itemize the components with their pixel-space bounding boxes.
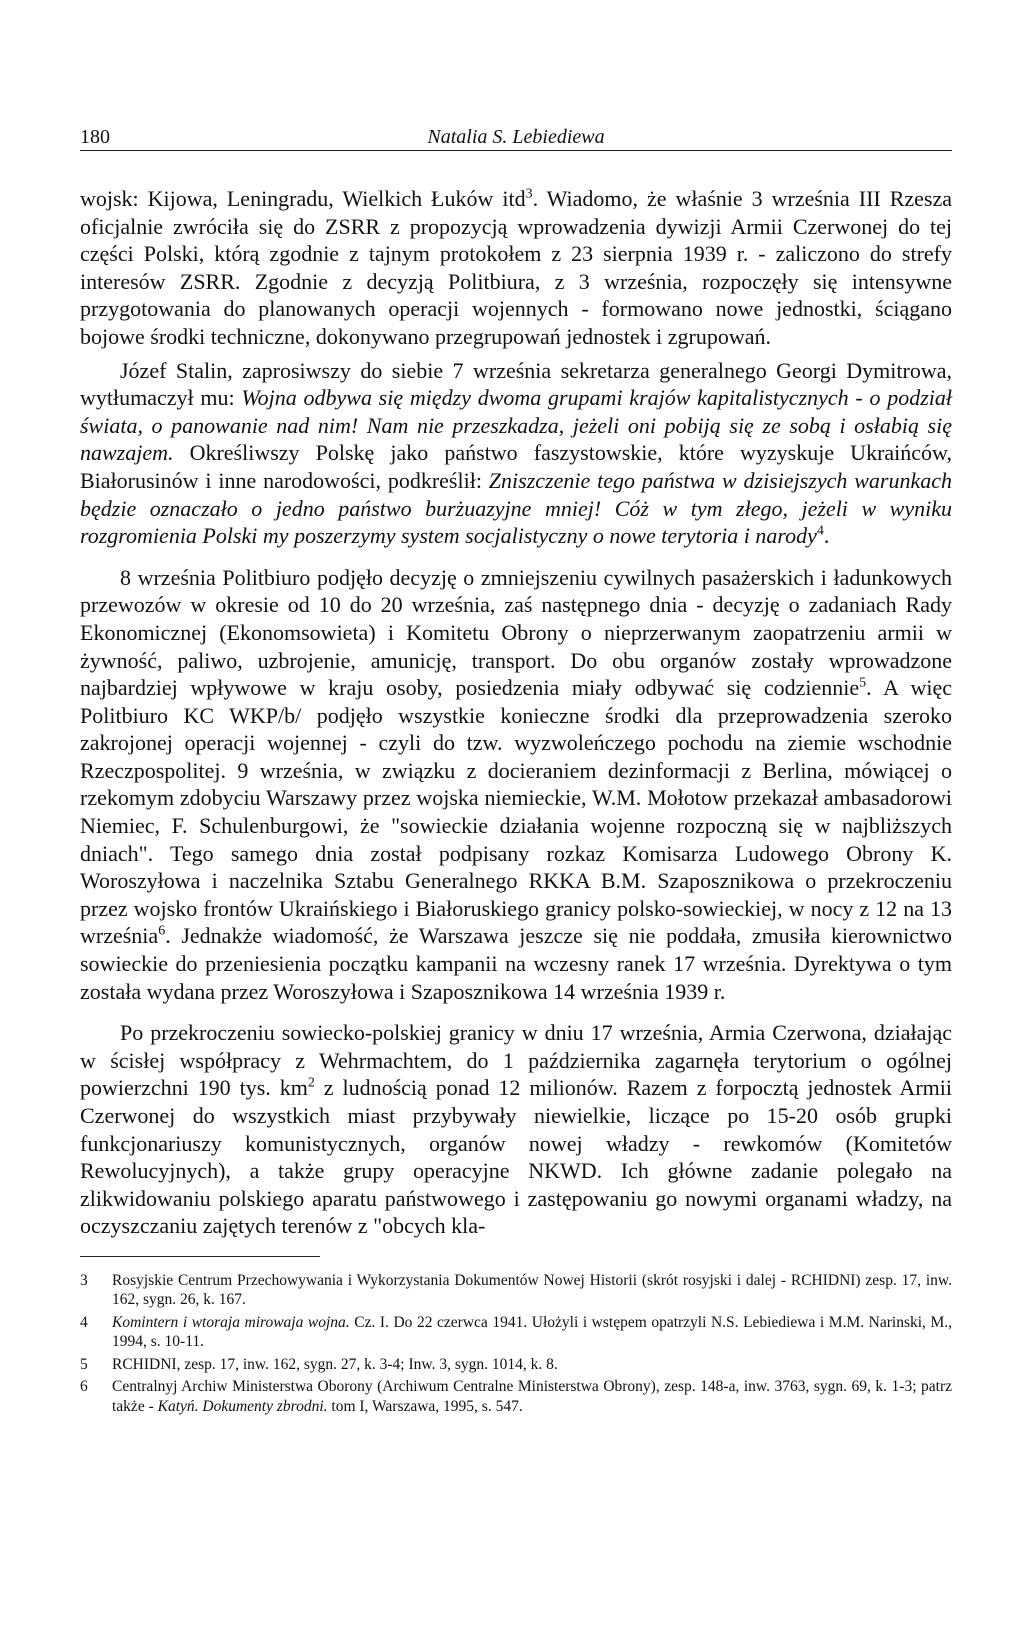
footnote-ref-6: 6 bbox=[158, 924, 166, 940]
footnote-text-rest: Cz. I. Do 22 czerwca 1941. Ułożyli i wstępem opatrzyli N.S. Lebiediewa i M.M. Narinski, M., 1994, s. 10-11. bbox=[112, 1313, 953, 1351]
paragraph-1 bbox=[80, 185, 952, 351]
paragraph-2-text-b: Określiwszy Polskę jako państwo faszystowskie, które wyzyskuje Ukraińców, Białorusinów i inne narodowości, podkreślił: bbox=[80, 440, 952, 493]
footnote-divider bbox=[80, 1256, 320, 1257]
footnote-ref-4: 4 bbox=[816, 523, 824, 539]
paragraph-4-text-b: z ludnością ponad 12 milionów. Razem z forpocztą jednostek Armii Czerwonej do wszystkich miast przybywały niewielkie, liczące po 15-20 osób grupki funkcjonariuszy komunistycznych, organów nowej władzy - rewkomów (Komitetów Rewolucyjnych), a także grupy operacyjne NKWD. Ich główne zadanie polegało na zlikwidowaniu polskiego aparatu państwowego i zastępowaniu go nowymi organami władzy, na oczyszczaniu zajętych terenów z "obcych kla- bbox=[80, 1075, 952, 1239]
footnote-text bbox=[112, 1313, 952, 1352]
paragraph-2-text-a: Józef Stalin, zaprosiwszy do siebie 7 września sekretarza generalnego Georgi Dymitrowa, wytłumaczył mu: bbox=[80, 357, 952, 411]
footnote-number: 4 bbox=[80, 1313, 88, 1331]
footnote-5 bbox=[80, 1355, 952, 1375]
running-head bbox=[80, 110, 952, 151]
footnote-text-a: Centralnyj Archiw Ministerstwa Oborony (Archiwum Centralne Ministerstwa Obrony), zesp. 148-a, inw. 3763, sygn. 69, k. 1-3; patrz także - bbox=[112, 1378, 952, 1415]
footnote-text-b: tom I, Warszawa, 1995, s. 547. bbox=[327, 1397, 523, 1415]
superscript-squared: 2 bbox=[307, 1076, 315, 1092]
paragraph-3-text-b: . A więc Politbiuro KC WKP/b/ podjęło wszystkie konieczne środki dla przeprowadzenia szeroko zakrojonej operacji wojennej - czyli do tzw. wyzwoleńczego pochodu na ziemie wschodnie Rzeczpospolitej. 9 września, w związku z docieraniem dezinformacji z Berlina, mówiącej o rzekomym zdobyciu Warszawy przez wojska niemieckie, W.M. Mołotow przekazał ambasadorowi Niemiec, F. Schulenburgowi, że "sowieckie działania wojenne rozpoczną się w najbliższych dniach". Tego samego dnia został podpisany rozkaz Komisarza Ludowego Obrony K. Woroszyłowa i naczelnika Sztabu Generalnego RKKA B.M. Szaposznikowa o przekroczeniu przez wojsko frontów Ukraińskiego i Białoruskiego granicy polsko-sowieckiej, w nocy z 12 na 13 września bbox=[80, 675, 952, 949]
book-page bbox=[80, 110, 952, 1419]
footnote-text: RCHIDNI, zesp. 17, inw. 162, sygn. 27, k. 3-4; Inw. 3, sygn. 1014, k. 8. bbox=[112, 1355, 558, 1373]
paragraph-2-text-c: . bbox=[823, 523, 830, 549]
footnote-number: 6 bbox=[80, 1378, 88, 1396]
paragraph-4-text-a: Po przekroczeniu sowiecko-polskiej granicy w dniu 17 września, Armia Czerwona, działając w ścisłej współpracy z Wehrmachtem, do 1 października zagarnęła terytorium o ogólnej powierzchni 190 tys. km bbox=[80, 1020, 952, 1101]
footnote-4 bbox=[80, 1313, 952, 1352]
paragraph-2 bbox=[80, 357, 952, 550]
running-title: Natalia S. Lebiediewa bbox=[427, 126, 605, 148]
footnote-text bbox=[112, 1377, 952, 1416]
paragraph-4 bbox=[80, 1019, 952, 1240]
paragraph-3 bbox=[80, 564, 952, 1006]
footnote-book-title: Komintern i wtoraja mirowaja wojna. bbox=[112, 1313, 350, 1331]
footnote-number: 5 bbox=[80, 1355, 88, 1373]
paragraph-3-text-c: . Jednakże wiadomość, że Warszawa jeszcze się nie poddała, zmusiła kierownictwo sowieckie do przeniesienia początku kampanii na wczesny ranek 17 września. Dyrektywa o tym została wydana przez Woroszyłowa i Szaposznikowa 14 września 1939 r. bbox=[80, 923, 952, 1004]
paragraph-1-text-b: . Wiadomo, że właśnie 3 września III Rzesza oficjalnie zwróciła się do ZSRR z propozycją wprowadzenia dywizji Armii Czerwonej do tej części Polski, którą zgodnie z tajnym protokołem z 23 sierpnia 1939 r. - zaliczono do strefy interesów ZSRR. Zgodnie z decyzją Politbiura, z 3 września, rozpoczęły się intensywne przygotowania do planowanych operacji wojennych - formowano nowe jednostki, ściągano bojowe środki techniczne, dokonywano przegrupowań jednostek i zgrupowań. bbox=[80, 186, 952, 349]
page-number: 180 bbox=[80, 126, 110, 148]
footnotes bbox=[80, 1271, 952, 1417]
footnote-6 bbox=[80, 1377, 952, 1416]
body-text bbox=[80, 185, 952, 1240]
footnote-text: Rosyjskie Centrum Przechowywania i Wykorzystania Dokumentów Nowej Historii (skrót rosyjski i dalej - RCHIDNI) zesp. 17, inw. 162, sygn. 26, k. 167. bbox=[112, 1271, 952, 1309]
paragraph-3-text-a: 8 września Politbiuro podjęło decyzję o zmniejszeniu cywilnych pasażerskich i ładunkowych przewozów w okresie od 10 do 20 września, zaś następnego dnia - decyzję o zadaniach Rady Ekonomicznej (Ekonomsowieta) i Komitetu Obrony o nieprzerwanym zaopatrzeniu armii w żywność, paliwo, uzbrojenie, amunicję, transport. Do obu organów zostały wprowadzone najbardziej wpływowe w kraju osoby, posiedzenia miały odbywać się codziennie bbox=[80, 564, 952, 701]
footnote-ref-3: 3 bbox=[525, 186, 533, 202]
stalin-quote-2: Zniszczenie tego państwa w dzisiejszych warunkach będzie oznaczało o jedno państwo burżuazyjne mniej! Cóż w tym złego, jeżeli w wyniku rozgromienia Polski my poszerzymy system socjalistyczny o nowe terytoria i narody bbox=[80, 467, 953, 549]
footnote-book-title: Katyń. Dokumenty zbrodni. bbox=[157, 1397, 328, 1415]
paragraph-1-text-a: wojsk: Kijowa, Leningradu, Wielkich Łuków itd bbox=[80, 186, 526, 211]
footnote-number: 3 bbox=[80, 1271, 88, 1289]
stalin-quote-1: Wojna odbywa się między dwoma grupami krajów kapitalistycznych - o podział świata, o panowanie nad nim! Nam nie przeszkadza, jeżeli oni pobiją się ze sobą i osłabią się nawzajem. bbox=[80, 385, 952, 466]
footnote-3 bbox=[80, 1271, 952, 1310]
footnote-ref-5: 5 bbox=[859, 675, 867, 691]
